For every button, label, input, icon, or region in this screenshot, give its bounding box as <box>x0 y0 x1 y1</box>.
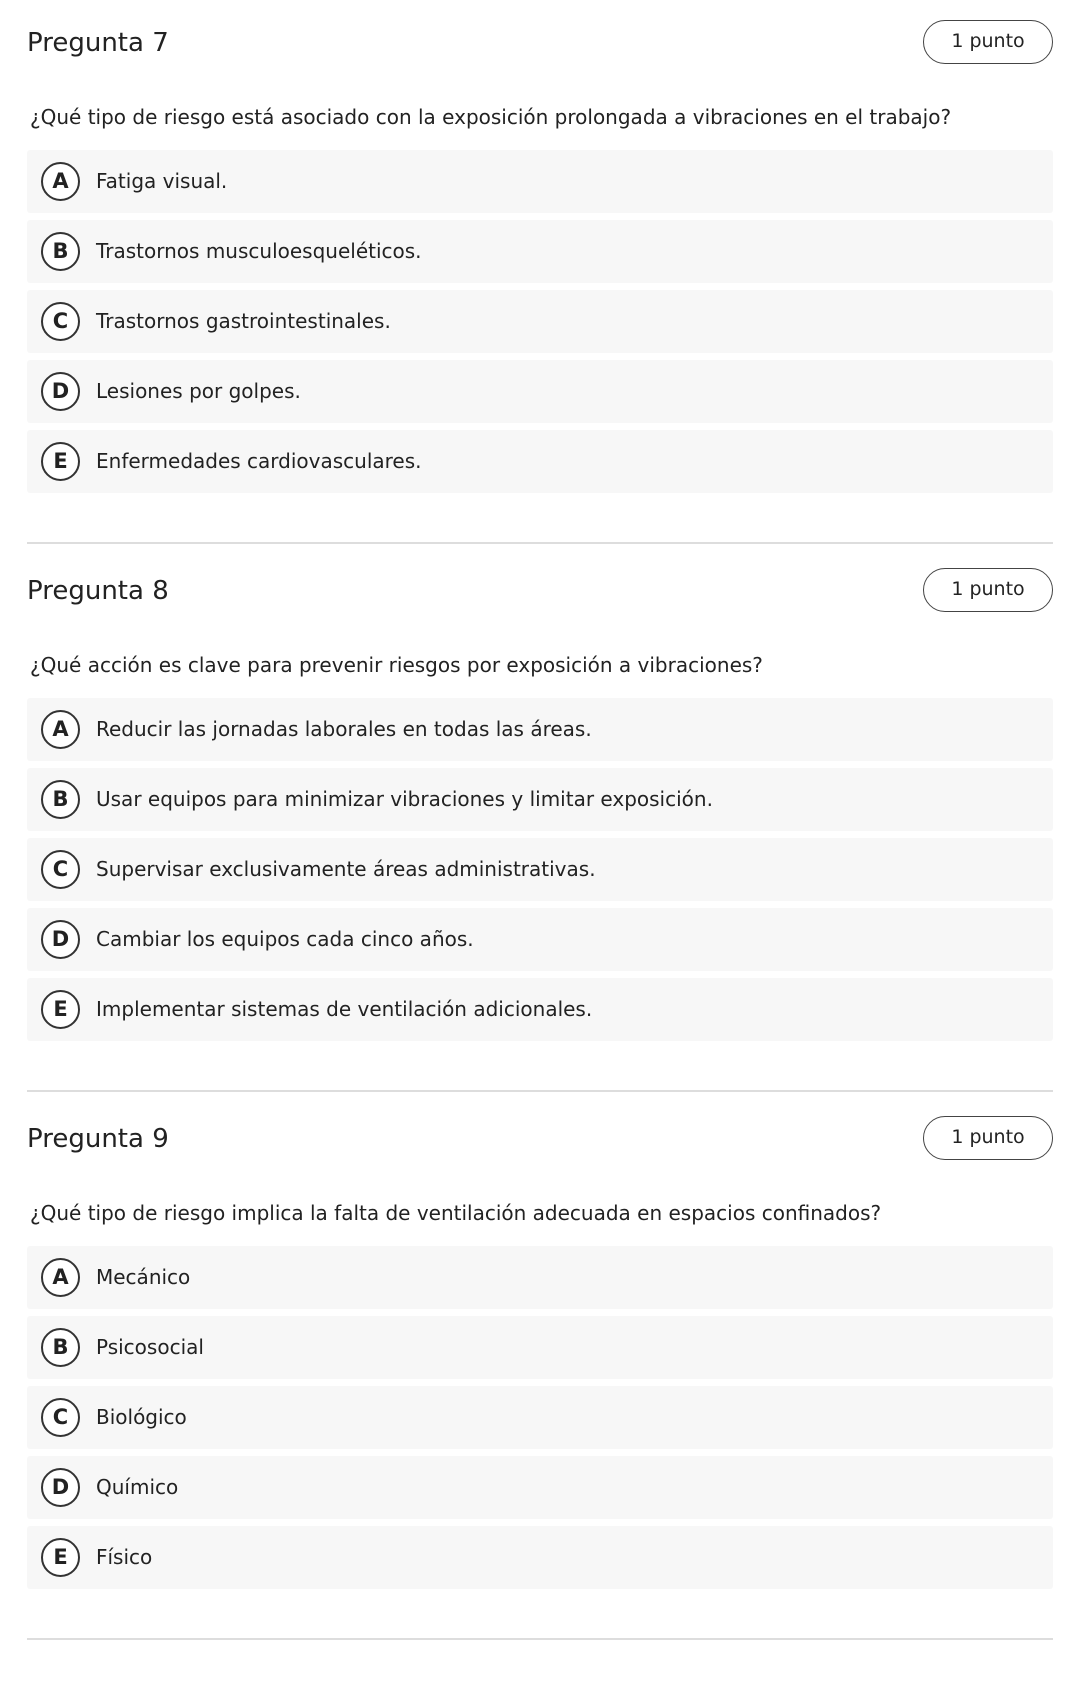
option-letter-badge: D <box>41 920 80 959</box>
option-letter-badge: C <box>41 850 80 889</box>
option-letter-badge: B <box>41 780 80 819</box>
option-c[interactable] <box>27 1386 1053 1449</box>
option-a[interactable] <box>27 1246 1053 1309</box>
answer-options <box>27 698 1053 1041</box>
option-text: Fatiga visual. <box>96 169 228 193</box>
question-title: Pregunta 9 <box>27 1124 169 1154</box>
points-badge: 1 punto <box>923 1116 1053 1160</box>
option-d[interactable] <box>27 360 1053 423</box>
question-text: ¿Qué tipo de riesgo está asociado con la exposición prolongada a vibraciones en el trabajo? <box>30 105 952 129</box>
option-letter-badge: E <box>41 990 80 1029</box>
option-text: Mecánico <box>96 1265 191 1289</box>
option-text: Lesiones por golpes. <box>96 379 301 403</box>
option-b[interactable] <box>27 768 1053 831</box>
option-text: Trastornos musculoesqueléticos. <box>96 239 422 263</box>
option-d[interactable] <box>27 908 1053 971</box>
question-header <box>27 1096 1053 1182</box>
answer-options <box>27 150 1053 493</box>
option-e[interactable] <box>27 1526 1053 1589</box>
option-a[interactable] <box>27 150 1053 213</box>
option-c[interactable] <box>27 290 1053 353</box>
question-header <box>27 0 1053 86</box>
option-letter-badge: D <box>41 372 80 411</box>
option-letter-badge: A <box>41 710 80 749</box>
option-text: Supervisar exclusivamente áreas administrativas. <box>96 857 596 881</box>
option-c[interactable] <box>27 838 1053 901</box>
option-b[interactable] <box>27 1316 1053 1379</box>
points-badge: 1 punto <box>923 20 1053 64</box>
question-text: ¿Qué acción es clave para prevenir riesgos por exposición a vibraciones? <box>30 653 763 677</box>
option-letter-badge: C <box>41 1398 80 1437</box>
question-title: Pregunta 7 <box>27 28 169 58</box>
question-header <box>27 548 1053 634</box>
option-letter-badge: E <box>41 1538 80 1577</box>
option-letter-badge: A <box>41 162 80 201</box>
option-text: Psicosocial <box>96 1335 204 1359</box>
option-letter-badge: E <box>41 442 80 481</box>
points-badge: 1 punto <box>923 568 1053 612</box>
option-b[interactable] <box>27 220 1053 283</box>
question-7 <box>27 0 1053 548</box>
option-text: Biológico <box>96 1405 187 1429</box>
option-text: Implementar sistemas de ventilación adicionales. <box>96 997 593 1021</box>
option-text: Físico <box>96 1545 153 1569</box>
question-text: ¿Qué tipo de riesgo implica la falta de ventilación adecuada en espacios confinados? <box>30 1201 882 1225</box>
option-e[interactable] <box>27 430 1053 493</box>
option-e[interactable] <box>27 978 1053 1041</box>
option-text: Reducir las jornadas laborales en todas las áreas. <box>96 717 592 741</box>
option-text: Químico <box>96 1475 179 1499</box>
option-letter-badge: B <box>41 232 80 271</box>
question-title: Pregunta 8 <box>27 576 169 606</box>
option-letter-badge: A <box>41 1258 80 1297</box>
question-8 <box>27 548 1053 1096</box>
answer-options <box>27 1246 1053 1589</box>
option-d[interactable] <box>27 1456 1053 1519</box>
question-9 <box>27 1096 1053 1640</box>
option-letter-badge: C <box>41 302 80 341</box>
option-text: Usar equipos para minimizar vibraciones y limitar exposición. <box>96 787 713 811</box>
option-letter-badge: D <box>41 1468 80 1507</box>
section-divider <box>27 1638 1053 1640</box>
option-letter-badge: B <box>41 1328 80 1367</box>
option-text: Trastornos gastrointestinales. <box>96 309 391 333</box>
option-text: Cambiar los equipos cada cinco años. <box>96 927 474 951</box>
option-text: Enfermedades cardiovasculares. <box>96 449 422 473</box>
option-a[interactable] <box>27 698 1053 761</box>
